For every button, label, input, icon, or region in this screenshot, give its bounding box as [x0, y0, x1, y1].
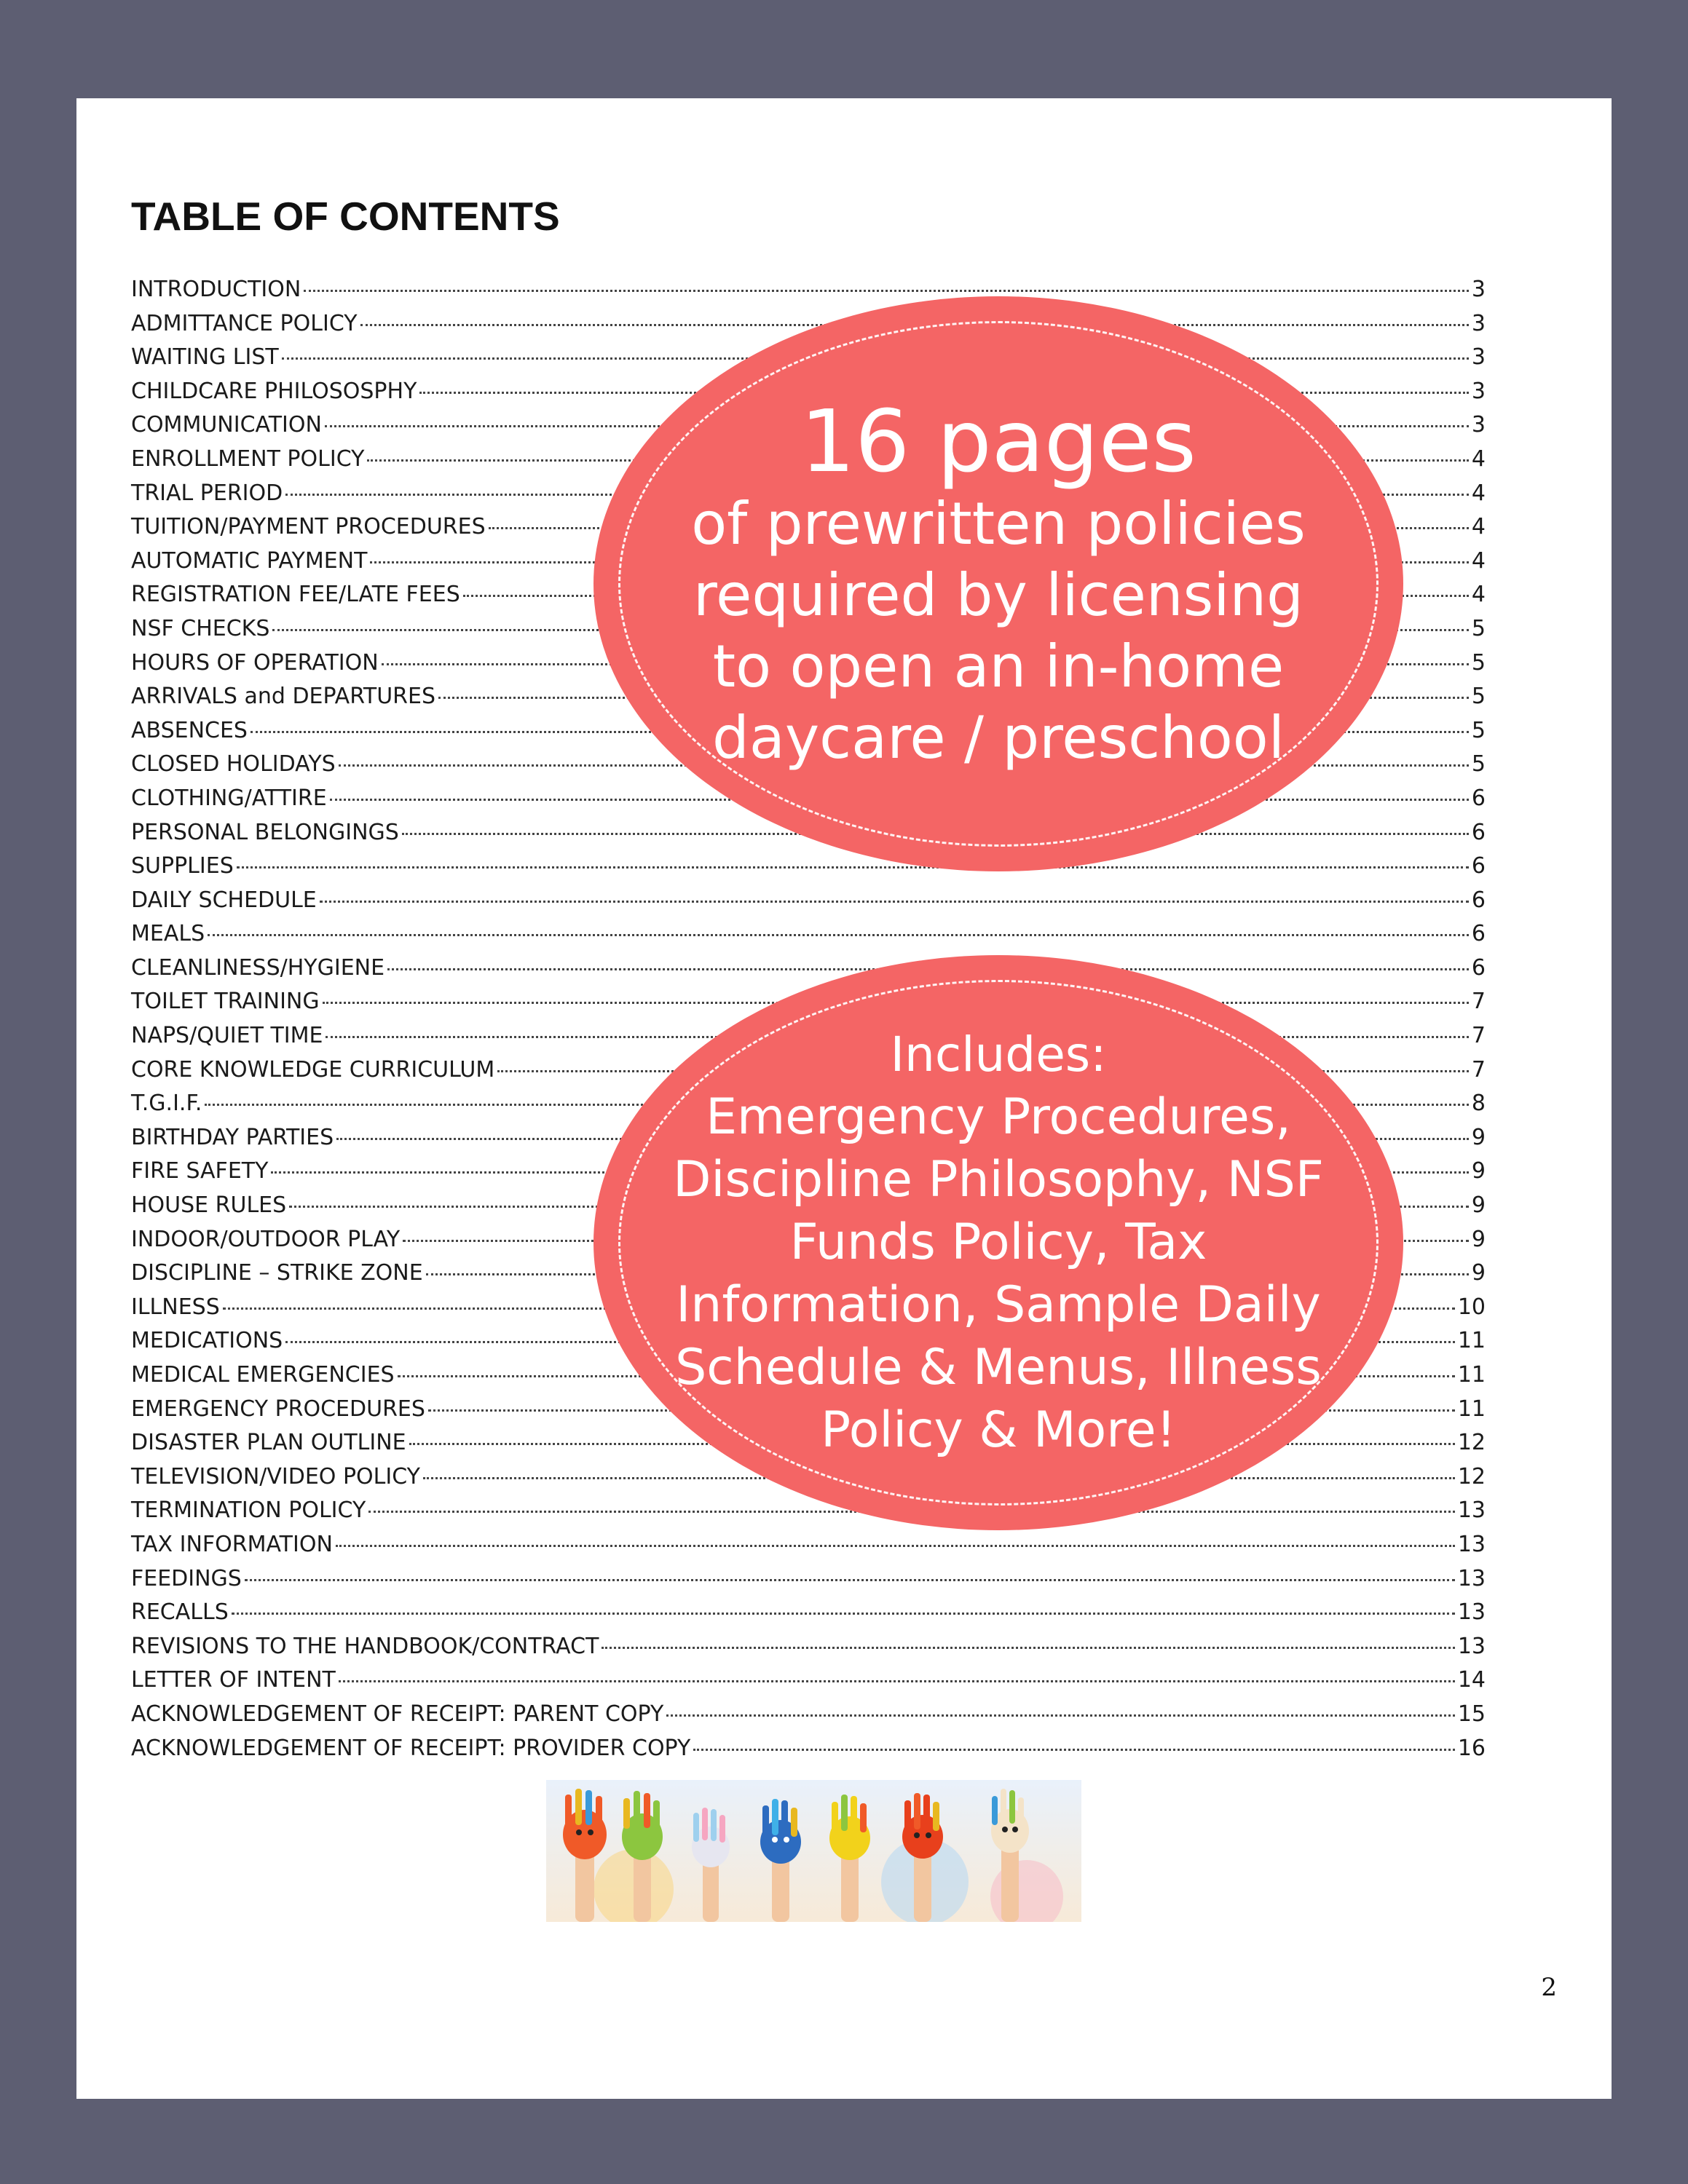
toc-entry-label: HOURS OF OPERATION: [131, 649, 379, 676]
toc-entry-label: DAILY SCHEDULE: [131, 887, 317, 913]
toc-entry-label: WAITING LIST: [131, 344, 279, 371]
toc-entry-page: 7: [1471, 1023, 1486, 1049]
pages-count-badge: [593, 296, 1403, 871]
toc-entry-page: 15: [1457, 1701, 1486, 1727]
includes-line: Information, Sample Daily: [676, 1276, 1321, 1334]
toc-entry-label: MEDICAL EMERGENCIES: [131, 1362, 395, 1388]
includes-line: Policy & More!: [821, 1401, 1176, 1459]
includes-badge: [593, 955, 1403, 1530]
toc-entry-page: 4: [1471, 582, 1486, 608]
toc-entry-label: ADMITTANCE POLICY: [131, 310, 358, 336]
toc-dot-leader: [320, 901, 1469, 903]
toc-entry-page: 5: [1471, 751, 1486, 778]
toc-entry-page: 13: [1457, 1531, 1486, 1557]
includes-line: Schedule & Menus, Illness: [675, 1339, 1322, 1396]
toc-entry-label: T.G.I.F.: [131, 1091, 202, 1117]
toc-entry-label: FIRE SAFETY: [131, 1158, 269, 1184]
toc-entry-page: 6: [1471, 954, 1486, 981]
toc-entry[interactable]: [131, 277, 1486, 311]
toc-entry-page: 9: [1471, 1158, 1486, 1184]
page-number: 2: [1541, 1973, 1557, 2002]
toc-entry-label: NAPS/QUIET TIME: [131, 1023, 323, 1049]
toc-entry-label: TOILET TRAINING: [131, 989, 320, 1015]
toc-entry-page: 3: [1471, 344, 1486, 371]
toc-dot-leader: [336, 1545, 1455, 1547]
toc-entry-label: INTRODUCTION: [131, 277, 301, 302]
toc-entry-label: ACKNOWLEDGEMENT OF RECEIPT: PARENT COPY: [131, 1701, 664, 1727]
toc-entry-label: CLOSED HOLIDAYS: [131, 751, 336, 778]
toc-entry-page: 9: [1471, 1192, 1486, 1219]
toc-entry-page: 3: [1471, 277, 1486, 302]
toc-entry-page: 3: [1471, 310, 1486, 336]
toc-entry-page: 12: [1457, 1430, 1486, 1456]
toc-entry-label: HOUSE RULES: [131, 1192, 287, 1219]
toc-entry-page: 5: [1471, 684, 1486, 710]
toc-entry-page: 3: [1471, 378, 1486, 404]
toc-dot-leader: [232, 1613, 1455, 1615]
toc-entry-label: ABSENCES: [131, 717, 248, 743]
toc-entry-label: CLEANLINESS/HYGIENE: [131, 954, 385, 981]
toc-entry-label: NSF CHECKS: [131, 615, 270, 641]
toc-entry[interactable]: [131, 1497, 1486, 1532]
toc-entry-label: COMMUNICATION: [131, 412, 322, 438]
toc-entry[interactable]: [131, 1667, 1486, 1701]
toc-entry-page: 16: [1457, 1735, 1486, 1761]
toc-entry[interactable]: [131, 1701, 1486, 1736]
toc-entry-label: REGISTRATION FEE/LATE FEES: [131, 582, 460, 608]
toc-entry-page: 3: [1471, 412, 1486, 438]
toc-entry-label: CHILDCARE PHILOSOSPHY: [131, 378, 417, 404]
toc-dot-leader: [245, 1579, 1455, 1581]
toc-entry-label: CORE KNOWLEDGE CURRICULUM: [131, 1056, 495, 1083]
toc-entry-label: PERSONAL BELONGINGS: [131, 819, 399, 845]
badge-subtext-line: daycare / preschool: [712, 704, 1285, 772]
toc-entry-page: 7: [1471, 1056, 1486, 1083]
toc-entry[interactable]: [131, 1599, 1486, 1634]
toc-entry-label: SUPPLIES: [131, 853, 234, 879]
toc-entry[interactable]: [131, 853, 1486, 887]
toc-entry-label: DISCIPLINE – STRIKE ZONE: [131, 1260, 423, 1286]
badge-subtext-line: required by licensing: [693, 561, 1304, 629]
toc-entry-label: FEEDINGS: [131, 1565, 242, 1591]
toc-entry-label: REVISIONS TO THE HANDBOOK/CONTRACT: [131, 1633, 599, 1659]
pages-count-badge-border: [618, 321, 1379, 847]
toc-entry-page: 5: [1471, 615, 1486, 641]
toc-entry-page: 4: [1471, 480, 1486, 506]
toc-entry-page: 11: [1457, 1328, 1486, 1354]
toc-entry-page: 6: [1471, 887, 1486, 913]
toc-dot-leader: [304, 290, 1469, 292]
toc-entry-page: 14: [1457, 1667, 1486, 1693]
toc-entry-page: 10: [1457, 1294, 1486, 1320]
badge-subtext-line: of prewritten policies: [691, 490, 1306, 558]
toc-entry-page: 6: [1471, 853, 1486, 879]
toc-entry-page: 4: [1471, 547, 1486, 574]
toc-entry[interactable]: [131, 887, 1486, 922]
badge-subtext-line: to open an in-home: [712, 633, 1285, 700]
toc-entry-label: EMERGENCY PROCEDURES: [131, 1396, 425, 1422]
toc-entry-page: 6: [1471, 785, 1486, 811]
toc-entry-label: TERMINATION POLICY: [131, 1497, 366, 1524]
toc-entry-page: 13: [1457, 1497, 1486, 1524]
toc-entry-label: INDOOR/OUTDOOR PLAY: [131, 1226, 401, 1252]
includes-line: Funds Policy, Tax: [789, 1214, 1207, 1271]
toc-entry-page: 13: [1457, 1633, 1486, 1659]
toc-dot-leader: [208, 934, 1469, 936]
toc-entry-page: 6: [1471, 921, 1486, 947]
toc-entry[interactable]: [131, 1634, 1486, 1668]
toc-dot-leader: [666, 1714, 1455, 1717]
toc-entry-page: 6: [1471, 819, 1486, 845]
toc-entry-page: 13: [1457, 1599, 1486, 1626]
toc-dot-leader: [339, 1680, 1455, 1682]
toc-entry-label: TUITION/PAYMENT PROCEDURES: [131, 514, 486, 540]
painted-hands-image: [546, 1780, 1081, 1922]
includes-label: Includes:: [890, 1026, 1107, 1083]
toc-entry-page: 11: [1457, 1396, 1486, 1422]
toc-entry-page: 8: [1471, 1091, 1486, 1117]
includes-badge-border: [618, 980, 1379, 1506]
toc-entry-label: TELEVISION/VIDEO POLICY: [131, 1463, 420, 1489]
toc-entry-label: ACKNOWLEDGEMENT OF RECEIPT: PROVIDER COPY: [131, 1735, 691, 1761]
toc-entry-page: 4: [1471, 514, 1486, 540]
toc-entry-page: 9: [1471, 1260, 1486, 1286]
toc-entry-label: MEALS: [131, 921, 205, 947]
document-page: [76, 98, 1612, 2099]
toc-entry-label: TRIAL PERIOD: [131, 480, 283, 506]
toc-entry-page: 4: [1471, 446, 1486, 472]
toc-entry-label: ARRIVALS and DEPARTURES: [131, 684, 435, 710]
toc-entry-page: 9: [1471, 1226, 1486, 1252]
toc-entry[interactable]: [131, 1566, 1486, 1600]
toc-entry-page: 12: [1457, 1463, 1486, 1489]
toc-dot-leader: [237, 866, 1469, 869]
toc-entry-page: 5: [1471, 649, 1486, 676]
toc-entry-label: MEDICATIONS: [131, 1328, 283, 1354]
toc-entry-label: TAX INFORMATION: [131, 1531, 333, 1557]
toc-entry[interactable]: [131, 1736, 1486, 1770]
toc-dot-leader: [602, 1647, 1454, 1649]
toc-entry[interactable]: [131, 955, 1486, 989]
toc-entry-label: AUTOMATIC PAYMENT: [131, 547, 368, 574]
toc-dot-leader: [693, 1749, 1455, 1751]
toc-entry-label: ILLNESS: [131, 1294, 220, 1320]
toc-entry[interactable]: [131, 921, 1486, 955]
toc-entry-label: DISASTER PLAN OUTLINE: [131, 1430, 406, 1456]
includes-line: Emergency Procedures,: [706, 1088, 1291, 1146]
toc-title: TABLE OF CONTENTS: [131, 194, 560, 239]
toc-entry-label: BIRTHDAY PARTIES: [131, 1124, 334, 1150]
badge-headline: 16 pages: [800, 391, 1196, 491]
toc-entry-page: 7: [1471, 989, 1486, 1015]
toc-entry-page: 9: [1471, 1124, 1486, 1150]
toc-entry-page: 13: [1457, 1565, 1486, 1591]
includes-line: Discipline Philosophy, NSF: [673, 1151, 1324, 1208]
toc-entry-page: 5: [1471, 717, 1486, 743]
toc-entry[interactable]: [131, 1532, 1486, 1566]
toc-entry-label: ENROLLMENT POLICY: [131, 446, 365, 472]
toc-entry-page: 11: [1457, 1362, 1486, 1388]
toc-entry-label: RECALLS: [131, 1599, 229, 1626]
toc-entry-label: LETTER OF INTENT: [131, 1667, 336, 1693]
toc-entry-label: CLOTHING/ATTIRE: [131, 785, 327, 811]
